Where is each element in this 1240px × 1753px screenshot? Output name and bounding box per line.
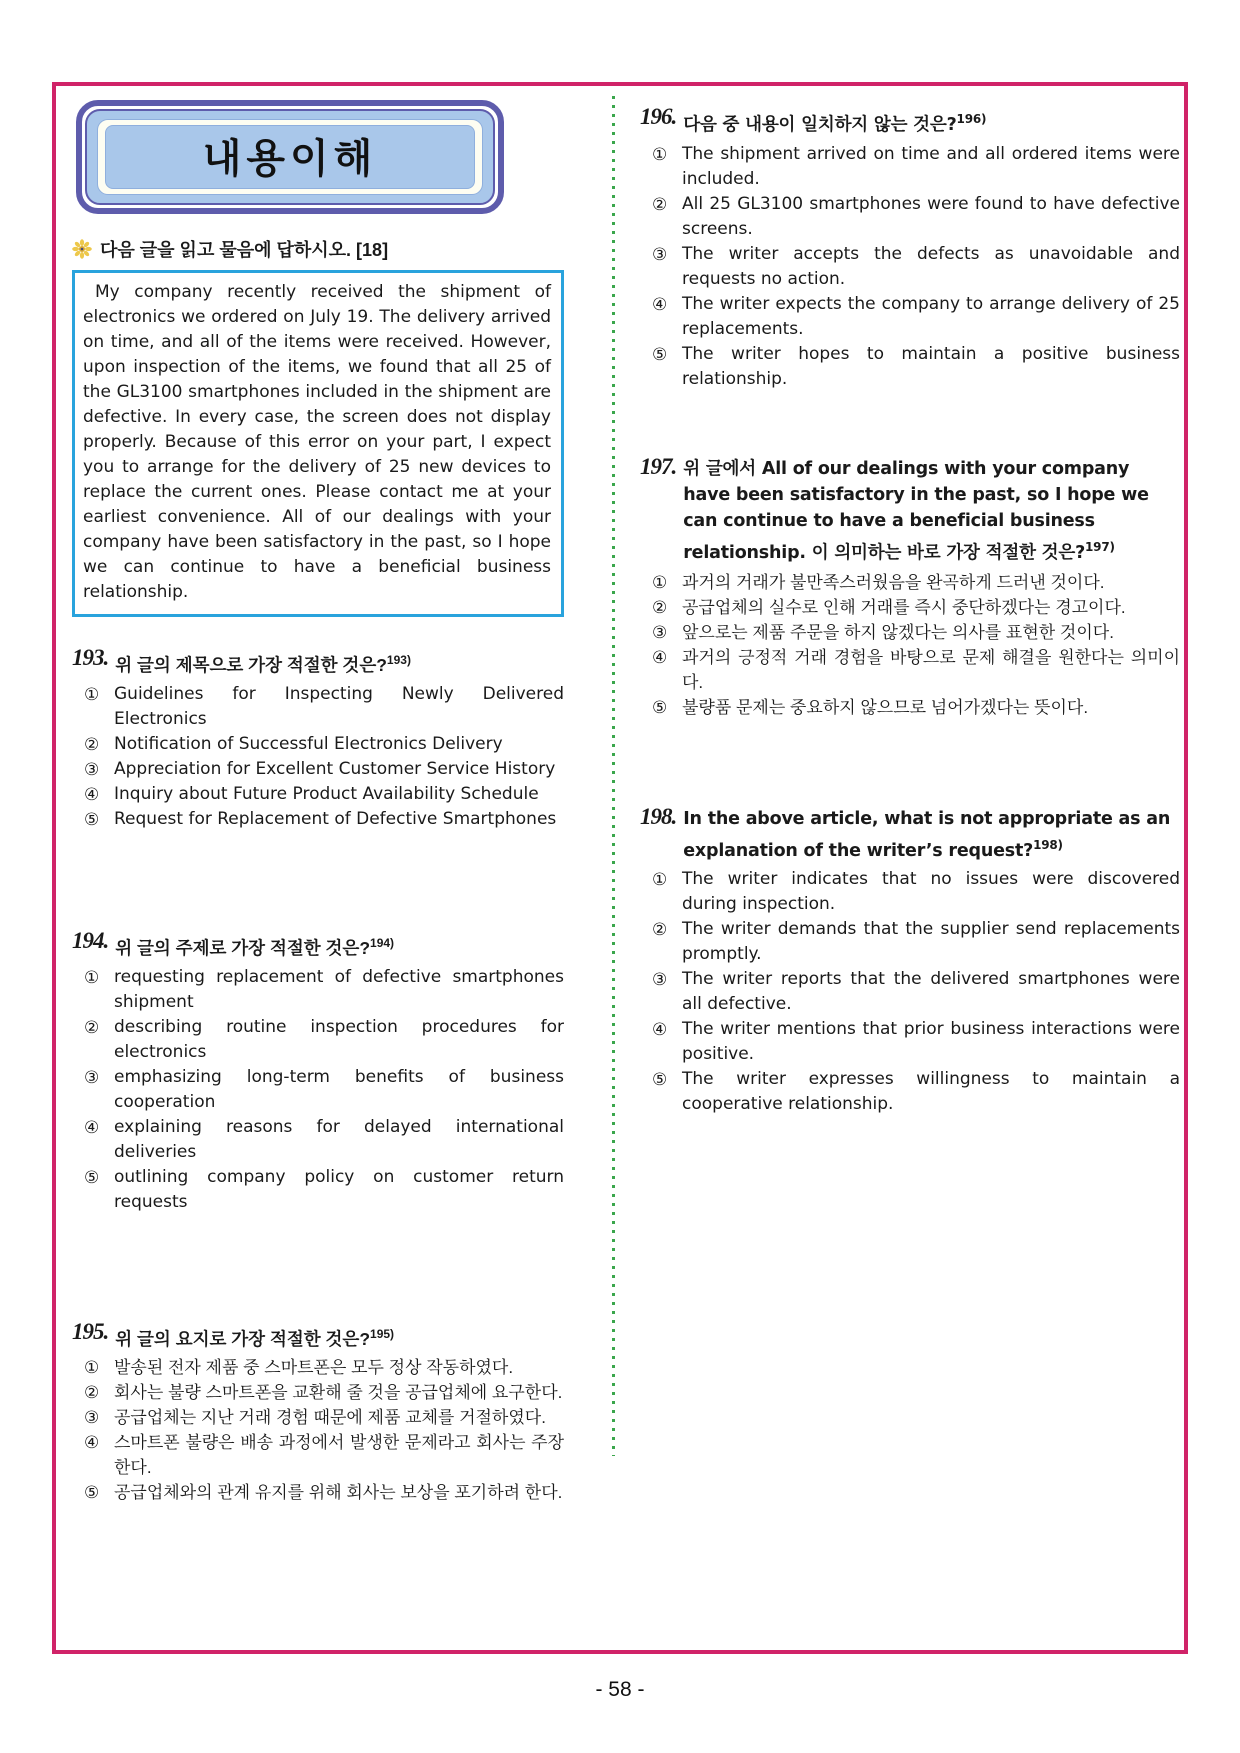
instruction-line — [72, 236, 564, 262]
question-stem: In the above article, what is not appropriate as an explanation of the writer’s request?$^{198)}$ — [683, 808, 1171, 861]
answer-option: ③ 앞으로는 제품 주문을 하지 않겠다는 의사를 표현한 것이다. — [640, 620, 1180, 645]
left-column — [72, 100, 564, 1505]
option-marker: ④ — [84, 784, 100, 804]
option-marker: ③ — [84, 1408, 100, 1428]
option-marker: ⑤ — [84, 809, 100, 829]
answer-option: ③ 공급업체는 지난 거래 경험 때문에 제품 교체를 거절하였다. — [72, 1405, 564, 1430]
answer-option: ③ The writer reports that the delivered smartphones were all defective. — [640, 967, 1180, 1017]
answer-option: ① The shipment arrived on time and all ordered items were included. — [640, 142, 1180, 192]
question-number: 193. — [72, 645, 109, 670]
option-marker: ⑤ — [84, 1167, 100, 1187]
right-column — [640, 104, 1180, 1117]
question-198 — [640, 804, 1180, 1118]
answer-option: ② All 25 GL3100 smartphones were found to have defective screens. — [640, 192, 1180, 242]
footnote-marker: 195) — [370, 1326, 395, 1341]
question-196 — [640, 104, 1180, 392]
question-197 — [640, 454, 1180, 720]
option-marker: ⑤ — [652, 344, 668, 364]
question-number: 198. — [640, 803, 677, 829]
answer-option: ④ The writer mentions that prior business interactions were positive. — [640, 1017, 1180, 1067]
answer-option: ③ Appreciation for Excellent Customer Service History — [72, 757, 564, 782]
answer-option: ③ The writer accepts the defects as unavoidable and requests no action. — [640, 242, 1180, 292]
answer-option: ① 발송된 전자 제품 중 스마트폰은 모두 정상 작동하였다. — [72, 1355, 564, 1380]
option-marker: ① — [652, 144, 668, 164]
question-number: 194. — [72, 927, 109, 953]
question-number: 196. — [640, 104, 677, 129]
option-marker: ⑤ — [652, 697, 668, 717]
option-marker: ③ — [652, 622, 668, 642]
option-marker: ③ — [84, 1067, 100, 1087]
answer-option: ② 회사는 불량 스마트폰을 교환해 줄 것을 공급업체에 요구한다. — [72, 1380, 564, 1405]
option-marker: ① — [652, 572, 668, 592]
answer-option: ④ The writer expects the company to arrange delivery of 25 replacements. — [640, 292, 1180, 342]
question-stem: 위 글에서 All of our dealings with your company have been satisfactory in the past, so I hope we can continue to have a beneficial business relationship. 이 의미하는 바로 가장 적절한 것은?$^{197)}$ — [683, 458, 1149, 563]
column-divider — [612, 96, 615, 1456]
question-195 — [72, 1319, 564, 1506]
answer-option: ① 과거의 거래가 불만족스러웠음을 완곡하게 드러낸 것이다. — [640, 570, 1180, 595]
option-marker: ① — [84, 967, 100, 987]
answer-option: ⑤ The writer expresses willingness to maintain a cooperative relationship. — [640, 1067, 1180, 1117]
option-marker: ② — [652, 194, 668, 214]
option-marker: ③ — [652, 244, 668, 264]
question-stem: 위 글의 제목으로 가장 적절한 것은?$^{193)}$ — [115, 653, 411, 675]
footnote-marker: 193) — [386, 653, 411, 667]
footnote-marker: 197) — [1085, 539, 1115, 554]
instruction-text: 다음 글을 읽고 물음에 답하시오. [18] — [100, 240, 389, 260]
passage-text: My company recently received the shipment of electronics we ordered on July 19. The delivery arrived on time, and all of the items were received. However, upon inspection of the items, we found that all 25 of the GL3100 smartphones included in the shipment are defective. In every case, the screen does not display properly. Because of this error on your part, I expect you to arrange for the delivery of 25 new devices to replace the current ones. Please contact me at your earliest convenience. All of our dealings with your company have been satisfactory in the past, so I hope we can continue to have a beneficial business relationship. — [83, 282, 551, 602]
answer-option: ① Guidelines for Inspecting Newly Delivered Electronics — [72, 682, 564, 732]
question-number: 197. — [640, 453, 677, 479]
question-stem: 다음 중 내용이 일치하지 않는 것은?$^{196)}$ — [683, 112, 987, 135]
option-marker: ④ — [84, 1433, 100, 1453]
option-marker: ② — [652, 597, 668, 617]
page-number: - 58 - — [595, 1678, 645, 1701]
option-marker: ① — [652, 870, 668, 890]
answer-option: ⑤ 불량품 문제는 중요하지 않으므로 넘어가겠다는 뜻이다. — [640, 695, 1180, 720]
section-badge — [76, 100, 504, 214]
option-marker: ② — [84, 1383, 100, 1403]
answer-option: ② The writer demands that the supplier send replacements promptly. — [640, 917, 1180, 967]
option-marker: ⑤ — [84, 1483, 100, 1503]
answer-option: ④ 과거의 긍정적 거래 경험을 바탕으로 문제 해결을 원한다는 의미이다. — [640, 645, 1180, 695]
option-marker: ② — [84, 1017, 100, 1037]
answer-option: ④ explaining reasons for delayed international deliveries — [72, 1115, 564, 1165]
answer-option: ⑤ The writer hopes to maintain a positive business relationship. — [640, 342, 1180, 392]
footnote-marker: 194) — [370, 935, 395, 950]
section-title: 내용이해 — [105, 125, 475, 189]
flower-icon — [72, 239, 92, 259]
answer-option: ④ 스마트폰 불량은 배송 과정에서 발생한 문제라고 회사는 주장한다. — [72, 1430, 564, 1480]
option-marker: ④ — [84, 1117, 100, 1137]
answer-option: ③ emphasizing long-term benefits of business cooperation — [72, 1065, 564, 1115]
option-marker: ① — [84, 684, 100, 704]
answer-option: ④ Inquiry about Future Product Availability Schedule — [72, 782, 564, 807]
question-stem: 위 글의 요지로 가장 적절한 것은?$^{195)}$ — [115, 1326, 395, 1349]
option-marker: ④ — [652, 647, 668, 667]
answer-option: ① The writer indicates that no issues were discovered during inspection. — [640, 867, 1180, 917]
option-marker: ④ — [652, 1020, 668, 1040]
answer-option: ⑤ Request for Replacement of Defective Smartphones — [72, 807, 564, 832]
option-marker: ① — [84, 1358, 100, 1378]
question-194 — [72, 928, 564, 1215]
option-marker: ③ — [652, 970, 668, 990]
option-marker: ③ — [84, 759, 100, 779]
answer-option: ② 공급업체의 실수로 인해 거래를 즉시 중단하겠다는 경고이다. — [640, 595, 1180, 620]
question-stem: 위 글의 주제로 가장 적절한 것은?$^{194)}$ — [115, 935, 395, 958]
option-marker: ④ — [652, 294, 668, 314]
passage-box — [72, 270, 564, 617]
answer-option: ⑤ 공급업체와의 관계 유지를 위해 회사는 보상을 포기하려 한다. — [72, 1480, 564, 1505]
footnote-marker: 196) — [956, 112, 987, 126]
answer-option: ① requesting replacement of defective smartphones shipment — [72, 965, 564, 1015]
option-marker: ② — [84, 734, 100, 754]
footnote-marker: 198) — [1033, 837, 1063, 852]
answer-option: ⑤ outlining company policy on customer return requests — [72, 1165, 564, 1215]
answer-option: ② describing routine inspection procedures for electronics — [72, 1015, 564, 1065]
option-marker: ② — [652, 920, 668, 940]
option-marker: ⑤ — [652, 1070, 668, 1090]
answer-option: ② Notification of Successful Electronics Delivery — [72, 732, 564, 757]
question-193 — [72, 645, 564, 832]
question-number: 195. — [72, 1318, 109, 1344]
